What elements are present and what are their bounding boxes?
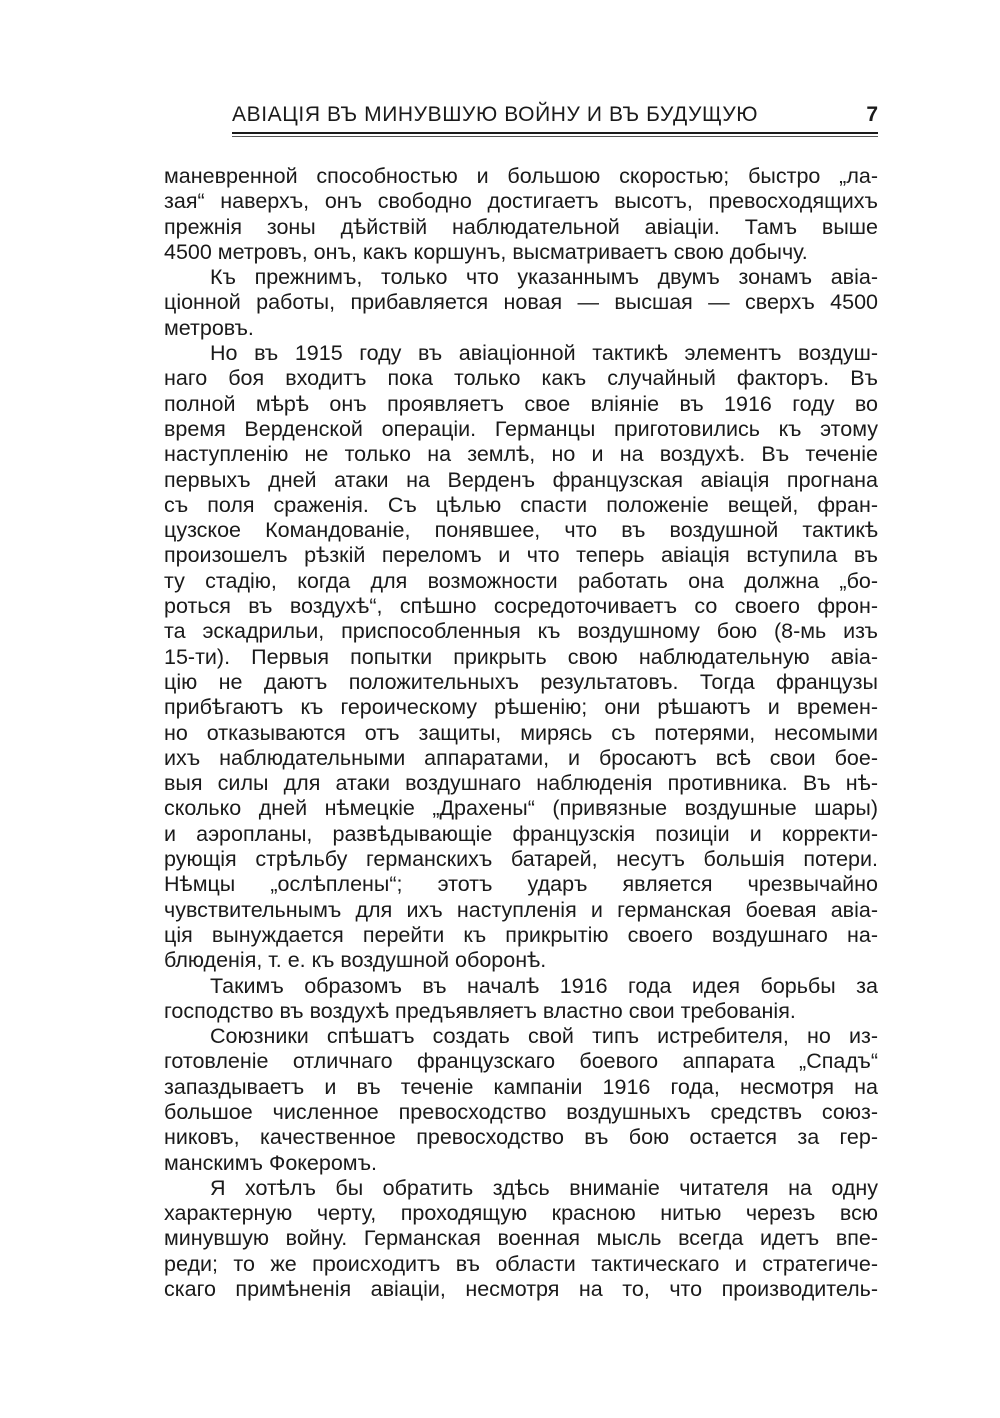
text-line: господство въ воздухѣ предъявляетъ властно свои требованiя. <box>164 998 796 1023</box>
text-line: характерную черту, проходящую красною нитью черезъ всю <box>164 1201 878 1226</box>
text-line: та эскадрильи, приспособленныя къ воздушному бою (8-мь изъ <box>164 619 878 644</box>
text-line: и аэропланы, развѣдывающiе французскiя позицiи и корректи- <box>164 821 878 846</box>
text-line: прибѣгаютъ къ героическому рѣшенiю; они рѣшаютъ и времен- <box>164 695 878 720</box>
text-line: роться въ воздухѣ“, спѣшно сосредоточиваетъ со своего фрон- <box>164 594 878 619</box>
text-line: минувшую войну. Германская военная мысль всегда идетъ впе- <box>164 1226 878 1251</box>
text-line: прежнiя зоны дѣйствiй наблюдательной авiацiи. Тамъ выше <box>164 214 878 239</box>
text-line: цiонной работы, прибавляется новая — высшая — сверхъ 4500 <box>164 290 878 315</box>
text-line: Такимъ образомъ въ началѣ 1916 года идея борьбы за <box>210 973 878 998</box>
text-line: Но въ 1915 году въ авiацiонной тактикѣ элементъ воздуш- <box>210 341 878 366</box>
text-line: сколько дней нѣмецкiе „Драхены“ (привязные воздушные шары) <box>164 796 878 821</box>
text-line: полной мѣрѣ онъ проявляетъ свое влiянiе въ 1916 году во <box>164 391 878 416</box>
text-line: блюденiя, т. е. къ воздушной оборонѣ. <box>164 948 547 973</box>
text-line: произошелъ рѣзкiй переломъ и что теперь авiацiя вступила въ <box>164 543 878 568</box>
text-line: цiя вынуждается перейти къ прикрытiю своего воздушнаго на- <box>164 922 878 947</box>
text-line: большое численное превосходство воздушныхъ средствъ союз- <box>164 1099 878 1124</box>
text-line: 4500 метровъ, онъ, какъ коршунъ, высматриваетъ свою добычу. <box>164 239 808 264</box>
text-line: наго боя входитъ пока только какъ случайный факторъ. Въ <box>164 366 878 391</box>
text-line: съ поля сраженiя. Съ цѣлью спасти положенiе вещей, фран- <box>164 492 878 517</box>
text-line: ихъ наблюдательными аппаратами, и бросаютъ всѣ свои бое- <box>164 745 878 770</box>
text-line: Союзники спѣшатъ создать свой типъ истребителя, но из- <box>210 1024 878 1049</box>
text-line: первыхъ дней атаки на Верденъ французская авiацiя прогнана <box>164 467 878 492</box>
header-rule <box>232 132 878 134</box>
text-line: Я хотѣлъ бы обратить здѣсь вниманiе читателя на одну <box>210 1175 878 1200</box>
text-line: реди; то же происходитъ въ области тактическаго и стратегиче- <box>164 1251 878 1276</box>
text-line: зая“ наверхъ, онъ свободно достигаетъ высотъ, превосходящихъ <box>164 189 878 214</box>
text-line: запаздываетъ и въ теченiе кампанiи 1916 года, несмотря на <box>164 1074 878 1099</box>
running-title: АВIАЦIЯ ВЪ МИНУВШУЮ ВОЙНУ И ВЪ БУДУЩУЮ <box>232 103 759 126</box>
text-line: Нѣмцы „ослѣплены“; этотъ ударъ является чрезвычайно <box>164 872 878 897</box>
text-line: ту стадiю, когда для возможности работать она должна „бо- <box>164 568 878 593</box>
body-text <box>164 164 878 1302</box>
page-number: 7 <box>866 103 878 126</box>
text-line: рующiя стрѣльбу германскихъ батарей, несутъ большiя потери. <box>164 847 878 872</box>
text-line: Къ прежнимъ, только что указаннымъ двумъ зонамъ авiа- <box>210 265 878 290</box>
text-line: наступленiю не только на землѣ, но и на воздухѣ. Въ теченiе <box>164 442 878 467</box>
text-line: готовленiе отличнаго французскаго боевого аппарата „Спадъ“ <box>164 1049 878 1074</box>
text-line: время Верденской операцiи. Германцы приготовились къ этому <box>164 416 878 441</box>
text-line: чувствительнымъ для ихъ наступленiя и германская боевая авiа- <box>164 897 878 922</box>
running-header <box>232 100 878 134</box>
text-line: цiю не даютъ положительныхъ результатовъ. Тогда французы <box>164 669 878 694</box>
text-line: но отказываются отъ защиты, мирясь съ потерями, несомыми <box>164 720 878 745</box>
text-line: 15-ти). Первыя попытки прикрыть свою наблюдательную авiа- <box>164 644 878 669</box>
text-line: маневренной способностью и большою скоростью; быстро „ла- <box>164 164 878 188</box>
text-line: цузское Командованiе, понявшее, что въ воздушной тактикѣ <box>164 518 878 543</box>
text-line: манскимъ Фокеромъ. <box>164 1150 377 1175</box>
text-line: никовъ, качественное превосходство въ бою остается за гер- <box>164 1125 878 1150</box>
text-line: скаго примѣненiя авiацiи, несмотря на то, что производитель- <box>164 1277 878 1302</box>
text-line: метровъ. <box>164 315 254 340</box>
text-line: выя силы для атаки воздушнаго наблюденiя противника. Въ нѣ- <box>164 771 878 796</box>
